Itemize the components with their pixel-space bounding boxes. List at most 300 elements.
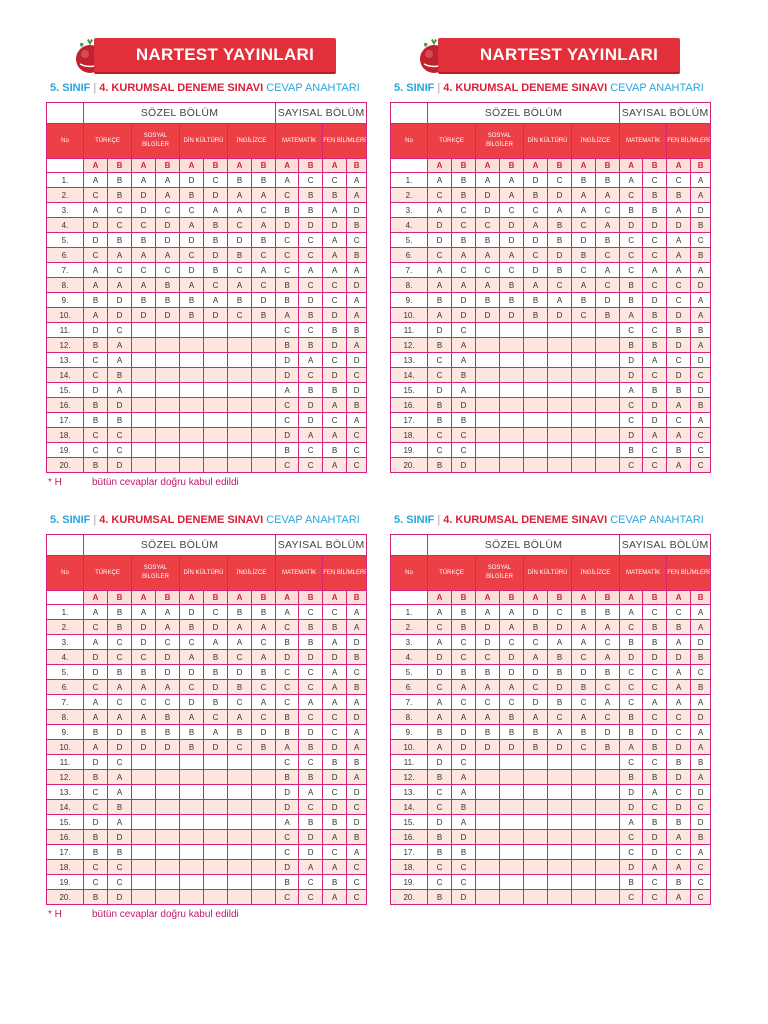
booklet-label: B (596, 159, 620, 173)
answer-cell: A (347, 620, 367, 635)
answer-key-label: CEVAP ANAHTARI (266, 82, 360, 94)
grade-label: 5. SINIF (50, 82, 91, 94)
answer-cell (596, 860, 620, 875)
answer-cell (596, 368, 620, 383)
table-row (391, 755, 711, 770)
answer-cell: C (84, 860, 108, 875)
answer-cell: B (299, 770, 323, 785)
answer-cell (252, 428, 276, 443)
answer-cell: D (691, 353, 711, 368)
answer-cell: B (452, 188, 476, 203)
answer-cell: D (620, 800, 643, 815)
answer-cell: B (428, 398, 452, 413)
answer-cell (156, 845, 180, 860)
answer-cell (228, 785, 252, 800)
question-number: 15. (391, 815, 428, 830)
question-number: 19. (47, 875, 84, 890)
answer-cell (132, 413, 156, 428)
answer-cell: D (299, 293, 323, 308)
answer-cell (132, 875, 156, 890)
answer-cell (180, 398, 204, 413)
answer-cell: C (180, 248, 204, 263)
answer-cell: C (276, 845, 299, 860)
answer-cell: C (132, 263, 156, 278)
answer-cell (500, 353, 524, 368)
answer-cell (596, 875, 620, 890)
table-row (391, 845, 711, 860)
answer-cell (596, 770, 620, 785)
answer-cell: A (347, 725, 367, 740)
answer-cell: B (596, 233, 620, 248)
table-row (391, 323, 711, 338)
answer-cell: A (204, 635, 228, 650)
answer-cell: D (347, 815, 367, 830)
answer-cell: C (500, 263, 524, 278)
question-number: 18. (391, 860, 428, 875)
answer-cell: C (108, 218, 132, 233)
answer-cell (596, 323, 620, 338)
answer-cell: B (524, 725, 548, 740)
answer-cell (156, 860, 180, 875)
subject-fen: FEN BİLİMLERİ (323, 124, 367, 159)
answer-cell (596, 353, 620, 368)
answer-cell (252, 368, 276, 383)
answer-cell: C (691, 890, 711, 905)
answer-cell: A (524, 278, 548, 293)
answer-cell: C (180, 680, 204, 695)
answer-cell (228, 800, 252, 815)
answer-cell: B (691, 248, 711, 263)
subject-sosyal: SOSYAL BİLGİLER (132, 556, 180, 591)
answer-cell: D (323, 770, 347, 785)
answer-cell: D (108, 890, 132, 905)
answer-cell: B (84, 830, 108, 845)
answer-cell: D (428, 323, 452, 338)
answer-cell: C (108, 323, 132, 338)
subject-din: DİN KÜLTÜRÜ (180, 556, 228, 591)
answer-cell: A (347, 308, 367, 323)
question-number: 2. (391, 188, 428, 203)
verbal-section-header: SÖZEL BÖLÜM (84, 535, 276, 556)
answer-cell: A (252, 620, 276, 635)
answer-cell (252, 398, 276, 413)
answer-cell (476, 398, 500, 413)
answer-cell: C (667, 413, 691, 428)
publisher-name: NARTEST YAYINLARI (479, 45, 659, 64)
answer-cell (548, 353, 572, 368)
answer-cell: A (108, 710, 132, 725)
section-header-row (47, 535, 367, 556)
answer-cell (180, 770, 204, 785)
answer-cell: D (299, 830, 323, 845)
answer-cell (252, 845, 276, 860)
answer-cell: D (524, 605, 548, 620)
answer-cell (524, 830, 548, 845)
answer-cell: D (204, 188, 228, 203)
answer-cell (500, 860, 524, 875)
question-number: 13. (391, 353, 428, 368)
answer-cell (156, 323, 180, 338)
booklet-label: B (643, 591, 667, 605)
table-row (47, 173, 367, 188)
question-number: 8. (47, 278, 84, 293)
answer-cell: B (620, 875, 643, 890)
answer-cell: A (643, 353, 667, 368)
answer-cell: A (620, 173, 643, 188)
answer-cell: A (252, 695, 276, 710)
answer-cell: B (476, 293, 500, 308)
answer-cell: B (299, 383, 323, 398)
answer-cell (132, 338, 156, 353)
answer-cell (204, 368, 228, 383)
answer-cell: A (691, 308, 711, 323)
answer-cell: D (204, 620, 228, 635)
answer-cell: C (252, 680, 276, 695)
subject-turkce: TÜRKÇE (84, 556, 132, 591)
answer-cell: D (299, 413, 323, 428)
answer-cell (524, 428, 548, 443)
answer-cell: C (299, 323, 323, 338)
answer-cell: B (572, 605, 596, 620)
answer-cell: B (299, 815, 323, 830)
question-number: 16. (47, 398, 84, 413)
answer-cell: D (108, 725, 132, 740)
answer-cell: C (299, 890, 323, 905)
answer-cell: A (84, 710, 108, 725)
answer-cell: C (428, 428, 452, 443)
answer-cell: C (596, 278, 620, 293)
table-row (47, 860, 367, 875)
answer-cell: C (323, 413, 347, 428)
answer-cell (476, 830, 500, 845)
answer-cell: C (347, 665, 367, 680)
question-number: 6. (391, 680, 428, 695)
answer-cell: D (643, 398, 667, 413)
answer-cell (180, 800, 204, 815)
answer-cell: A (596, 263, 620, 278)
answer-cell: B (620, 725, 643, 740)
question-number: 6. (47, 248, 84, 263)
answer-cell (548, 383, 572, 398)
answer-cell: A (347, 695, 367, 710)
section-header-row (391, 103, 711, 124)
answer-cell: A (596, 695, 620, 710)
answer-cell: D (156, 233, 180, 248)
question-number: 17. (391, 413, 428, 428)
answer-cell: D (500, 308, 524, 323)
answer-cell (156, 755, 180, 770)
exam-title (50, 82, 360, 94)
answer-cell: D (84, 233, 108, 248)
answer-cell: A (452, 353, 476, 368)
answer-cell: D (299, 398, 323, 413)
answer-cell: C (299, 233, 323, 248)
answer-cell: D (84, 323, 108, 338)
answer-cell (252, 338, 276, 353)
answer-cell: B (228, 605, 252, 620)
answer-cell (132, 383, 156, 398)
answer-cell (548, 398, 572, 413)
answer-cell (156, 383, 180, 398)
answer-cell: C (452, 755, 476, 770)
answer-cell: B (323, 815, 347, 830)
answer-cell: D (691, 383, 711, 398)
table-row (47, 248, 367, 263)
answer-cell: C (252, 248, 276, 263)
table-row (47, 338, 367, 353)
answer-cell: A (299, 695, 323, 710)
answer-cell: A (524, 650, 548, 665)
answer-cell (132, 860, 156, 875)
answer-cell (548, 830, 572, 845)
answer-cell: D (323, 740, 347, 755)
answer-cell (228, 443, 252, 458)
table-row (47, 830, 367, 845)
answer-cell: A (276, 308, 299, 323)
answer-cell: A (643, 695, 667, 710)
answer-cell: C (276, 695, 299, 710)
answer-cell: C (204, 278, 228, 293)
answer-cell: D (347, 785, 367, 800)
answer-cell: B (252, 740, 276, 755)
answer-cell: B (691, 755, 711, 770)
question-number: 17. (47, 845, 84, 860)
question-number: 2. (391, 620, 428, 635)
answer-cell: B (548, 263, 572, 278)
answer-cell (548, 458, 572, 473)
answer-cell: A (299, 785, 323, 800)
answer-cell: C (347, 443, 367, 458)
answer-cell (596, 845, 620, 860)
answer-cell: C (643, 680, 667, 695)
answer-cell (156, 368, 180, 383)
answer-cell: B (108, 665, 132, 680)
answer-cell: D (452, 308, 476, 323)
answer-cell: C (84, 188, 108, 203)
table-row (391, 695, 711, 710)
answer-cell (476, 875, 500, 890)
answer-cell: D (572, 665, 596, 680)
answer-cell (156, 353, 180, 368)
answer-cell: D (667, 740, 691, 755)
publisher-banner (44, 36, 340, 76)
answer-cell: C (276, 398, 299, 413)
answer-cell (524, 770, 548, 785)
answer-cell: A (276, 173, 299, 188)
table-row (47, 770, 367, 785)
answer-cell: D (347, 278, 367, 293)
booklet-label: B (299, 159, 323, 173)
answer-cell (180, 458, 204, 473)
answer-cell (180, 368, 204, 383)
answer-key-label: CEVAP ANAHTARI (266, 514, 360, 526)
answer-cell: C (204, 173, 228, 188)
question-number: 4. (47, 650, 84, 665)
answer-cell: C (299, 368, 323, 383)
answer-cell: C (620, 248, 643, 263)
answer-cell (500, 338, 524, 353)
answer-cell: A (452, 770, 476, 785)
answer-cell: A (500, 248, 524, 263)
answer-cell: D (691, 635, 711, 650)
answer-cell (500, 398, 524, 413)
table-row (47, 740, 367, 755)
question-number: 7. (47, 263, 84, 278)
answer-cell: D (84, 383, 108, 398)
answer-cell: D (620, 368, 643, 383)
answer-cell: D (596, 293, 620, 308)
answer-cell (132, 815, 156, 830)
table-row (47, 368, 367, 383)
booklet-spacer (391, 591, 428, 605)
answer-cell (204, 398, 228, 413)
answer-cell: A (667, 263, 691, 278)
answer-cell: D (276, 860, 299, 875)
answer-cell (132, 755, 156, 770)
answer-cell: A (84, 203, 108, 218)
answer-cell: C (667, 605, 691, 620)
answer-cell: A (428, 695, 452, 710)
answer-cell: B (572, 725, 596, 740)
answer-cell (156, 443, 180, 458)
answer-cell: D (347, 383, 367, 398)
answer-cell: B (84, 293, 108, 308)
answer-cell: D (476, 203, 500, 218)
answer-cell (500, 785, 524, 800)
answer-cell (156, 890, 180, 905)
answer-cell: C (428, 785, 452, 800)
answer-cell: D (323, 800, 347, 815)
answer-cell: B (276, 725, 299, 740)
subject-sosyal: SOSYAL BİLGİLER (132, 124, 180, 159)
answer-cell: A (252, 218, 276, 233)
booklet-label: A (84, 591, 108, 605)
answer-cell: C (204, 710, 228, 725)
answer-cell: B (84, 725, 108, 740)
booklet-label: B (500, 159, 524, 173)
answer-cell (180, 323, 204, 338)
answer-cell (156, 458, 180, 473)
table-row (391, 860, 711, 875)
answer-cell: D (476, 188, 500, 203)
answer-cell: B (180, 308, 204, 323)
answer-cell: B (228, 293, 252, 308)
answer-cell: A (84, 605, 108, 620)
answer-cell: A (691, 770, 711, 785)
answer-cell: B (620, 635, 643, 650)
answer-cell: D (156, 218, 180, 233)
answer-cell: D (524, 233, 548, 248)
answer-cell: C (108, 443, 132, 458)
answer-cell: A (347, 413, 367, 428)
answer-cell: B (108, 605, 132, 620)
answer-cell (572, 845, 596, 860)
answer-cell: A (667, 635, 691, 650)
answer-cell (204, 443, 228, 458)
answer-cell: A (572, 635, 596, 650)
answer-cell: D (500, 233, 524, 248)
answer-cell: D (691, 203, 711, 218)
answer-cell (596, 428, 620, 443)
answer-cell: C (643, 665, 667, 680)
answer-cell (596, 458, 620, 473)
answer-cell: C (620, 845, 643, 860)
answer-cell: B (620, 203, 643, 218)
answer-cell (180, 860, 204, 875)
answer-key-label: CEVAP ANAHTARI (610, 514, 704, 526)
answer-cell: C (476, 695, 500, 710)
answer-cell: D (667, 338, 691, 353)
answer-cell: A (667, 890, 691, 905)
answer-cell (180, 383, 204, 398)
answer-cell: C (428, 353, 452, 368)
answer-cell: B (323, 875, 347, 890)
answer-cell: D (691, 710, 711, 725)
answer-cell: A (428, 278, 452, 293)
answer-cell (572, 770, 596, 785)
answer-cell: A (108, 338, 132, 353)
answer-cell: B (620, 278, 643, 293)
answer-cell (228, 815, 252, 830)
answer-cell: A (500, 188, 524, 203)
question-number: 8. (47, 710, 84, 725)
answer-cell: A (548, 725, 572, 740)
answer-cell: A (667, 680, 691, 695)
answer-cell: A (428, 308, 452, 323)
answer-cell: D (204, 248, 228, 263)
question-number: 10. (391, 740, 428, 755)
answer-cell: A (667, 830, 691, 845)
answer-cell: A (452, 383, 476, 398)
answer-cell: B (132, 233, 156, 248)
answer-cell: B (500, 710, 524, 725)
question-number: 16. (391, 398, 428, 413)
question-number: 11. (47, 323, 84, 338)
answer-cell: D (299, 725, 323, 740)
answer-cell: A (643, 428, 667, 443)
answer-cell: B (276, 443, 299, 458)
answer-cell (252, 413, 276, 428)
answer-cell: D (667, 800, 691, 815)
answer-cell: D (156, 665, 180, 680)
answer-cell: A (428, 605, 452, 620)
answer-cell: C (667, 278, 691, 293)
answer-cell: C (452, 443, 476, 458)
answer-cell (476, 815, 500, 830)
footnote-text: bütün cevaplar doğru kabul edildi (92, 477, 239, 488)
answer-cell: C (276, 413, 299, 428)
answer-cell: A (572, 620, 596, 635)
booklet-label: A (132, 591, 156, 605)
answer-cell (476, 890, 500, 905)
answer-cell: D (500, 218, 524, 233)
answer-cell (132, 428, 156, 443)
answer-cell: A (643, 785, 667, 800)
question-number: 2. (47, 188, 84, 203)
answer-cell: A (347, 845, 367, 860)
answer-cell: B (108, 173, 132, 188)
table-row (47, 353, 367, 368)
answer-cell: D (620, 860, 643, 875)
question-number: 12. (391, 338, 428, 353)
answer-cell: A (323, 665, 347, 680)
answer-cell: C (620, 233, 643, 248)
booklet-label: A (572, 591, 596, 605)
answer-cell: D (691, 815, 711, 830)
exam-title (50, 514, 360, 526)
table-row (47, 845, 367, 860)
answer-cell: D (276, 368, 299, 383)
